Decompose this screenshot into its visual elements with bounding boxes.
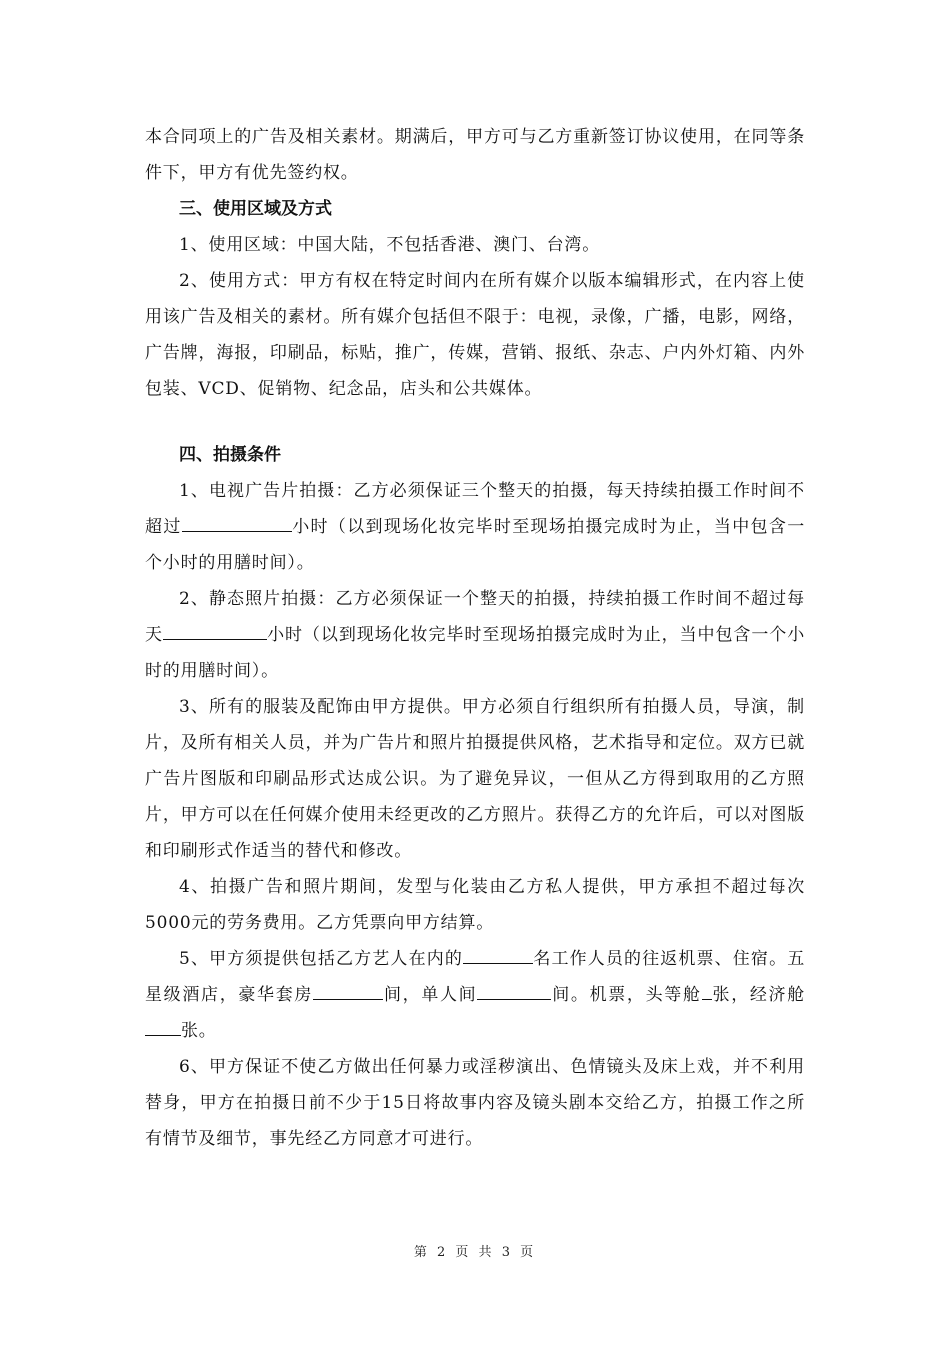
paragraph-continuation: 本合同项上的广告及相关素材。期满后，甲方可与乙方重新签订协议使用，在同等条件下，甲方有优先签约权。	[145, 127, 805, 183]
first-class-count-blank-field[interactable]	[702, 981, 712, 1000]
section-3-item-2: 2、使用方式：甲方有权在特定时间内在所有媒介以版本编辑形式，在内容上使用该广告及相关的素材。所有媒介包括但不限于：电视，录像，广播，电影，网络，广告牌，海报，印刷品，标贴，推广，传媒，营销、报纸、杂志、户内外灯箱、内外包装、VCD、促销物、纪念品，店头和公共媒体。	[145, 271, 805, 399]
item-2-text-b: 小时（以到现场化妆完毕时至现场拍摄完成时为止，当中包含一个小时的用膳时间）。	[145, 625, 805, 681]
item-5-text-f: 张。	[181, 1021, 217, 1041]
section-4-item-2	[145, 581, 805, 689]
section-3-heading: 三、使用区域及方式	[179, 199, 332, 219]
item-5-text-e: 张，经济舱	[711, 985, 806, 1005]
section-4-item-4: 4、拍摄广告和照片期间，发型与化装由乙方私人提供，甲方承担不超过每次5000元的劳务费用。乙方凭票向甲方结算。	[145, 877, 805, 933]
spacer	[145, 407, 805, 437]
section-4-item-3: 3、所有的服装及配饰由甲方提供。甲方必须自行组织所有拍摄人员，导演，制片，及所有相关人员，并为广告片和照片拍摄提供风格，艺术指导和定位。双方已就广告片图版和印刷品形式达成公识。为了避免异议，一但从乙方得到取用的乙方照片，甲方可以在任何媒介使用未经更改的乙方照片。获得乙方的允许后，可以对图版和印刷形式作适当的替代和修改。	[145, 697, 805, 861]
section-4-item-1	[145, 473, 805, 581]
staff-count-blank-field[interactable]	[463, 945, 533, 964]
section-4-item-6: 6、甲方保证不使乙方做出任何暴力或淫秽演出、色情镜头及床上戏，并不利用替身，甲方在拍摄日前不少于15日将故事内容及镜头剧本交给乙方，拍摄工作之所有情节及细节，事先经乙方同意才可进行。	[145, 1057, 805, 1149]
section-4-item-5	[145, 941, 805, 1049]
item-5-text-a: 5、甲方须提供包括乙方艺人在内的	[179, 949, 463, 969]
item-1-text-a: 1、电视广告片拍摄：乙方必须保证三个整天的拍摄，每天持续拍摄工作时间不超过	[145, 481, 805, 537]
single-room-count-blank-field[interactable]	[477, 981, 551, 1000]
item-2-text-a: 2、静态照片拍摄：乙方必须保证一个整天的拍摄，持续拍摄工作时间不超过每天	[145, 589, 805, 645]
item-5-text-b: 名工作人员的往返机票、住宿。五星级酒店，豪华套房	[145, 949, 806, 1005]
item-5-text-d: 间。机票，头等舱	[551, 985, 702, 1005]
section-3-item-1: 1、使用区域：中国大陆，不包括香港、澳门、台湾。	[179, 235, 601, 255]
suite-count-blank-field[interactable]	[313, 981, 383, 1000]
item-1-text-b: 小时（以到现场化妆完毕时至现场拍摄完成时为止，当中包含一个小时的用膳时间）。	[145, 517, 805, 573]
economy-count-blank-field[interactable]	[145, 1017, 181, 1036]
section-4-heading: 四、拍摄条件	[179, 445, 281, 465]
item-5-text-c: 间，单人间	[383, 985, 478, 1005]
hours-blank-field[interactable]	[182, 513, 292, 532]
document-body	[145, 119, 805, 1157]
daily-hours-blank-field[interactable]	[163, 621, 267, 640]
page-number-footer: 第 2 页 共 3 页	[413, 1245, 537, 1260]
